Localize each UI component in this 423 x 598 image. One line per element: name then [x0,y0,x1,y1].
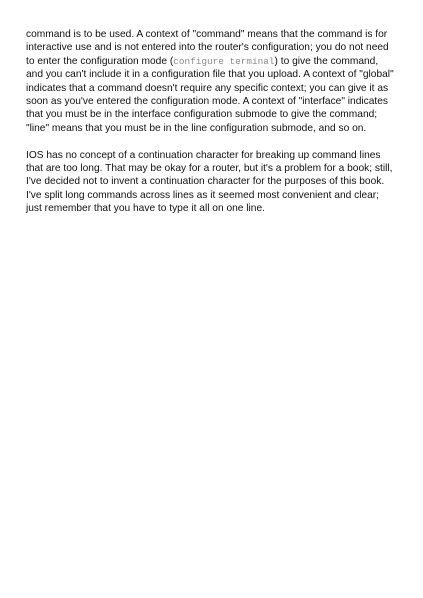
document-page [26,28,397,216]
paragraph-continuation-character: IOS has no concept of a continuation character for breaking up command lines that are too long. That may be okay for a router, but it's a problem for a book; still, I've decided not to invent a continuation character for the purposes of this book. I've split long commands across lines as it seemed most convenient and clear; just remember that you have to type it all on one line. [26,149,393,215]
paragraph-text-before-code: command is to be used. A context of "command" means that the command is for interactive use and is not entered into the router's configuration; you do not need to enter the configuration mode ( [26,29,389,67]
paragraph-text-after-code: ) to give the command, and you can't include it in a configuration file that you upload. A context of "global" indicates that a command doesn't require any specific context; you can give it as soon as you've entered the configuration mode. A context of "interface" indicates that you must be in the interface configuration submode to give the command; "line" means that you must be in the line configuration submode, and so on. [26,55,394,134]
paragraph-command-context [26,28,397,135]
inline-code-configure-terminal: configure terminal [173,55,275,67]
